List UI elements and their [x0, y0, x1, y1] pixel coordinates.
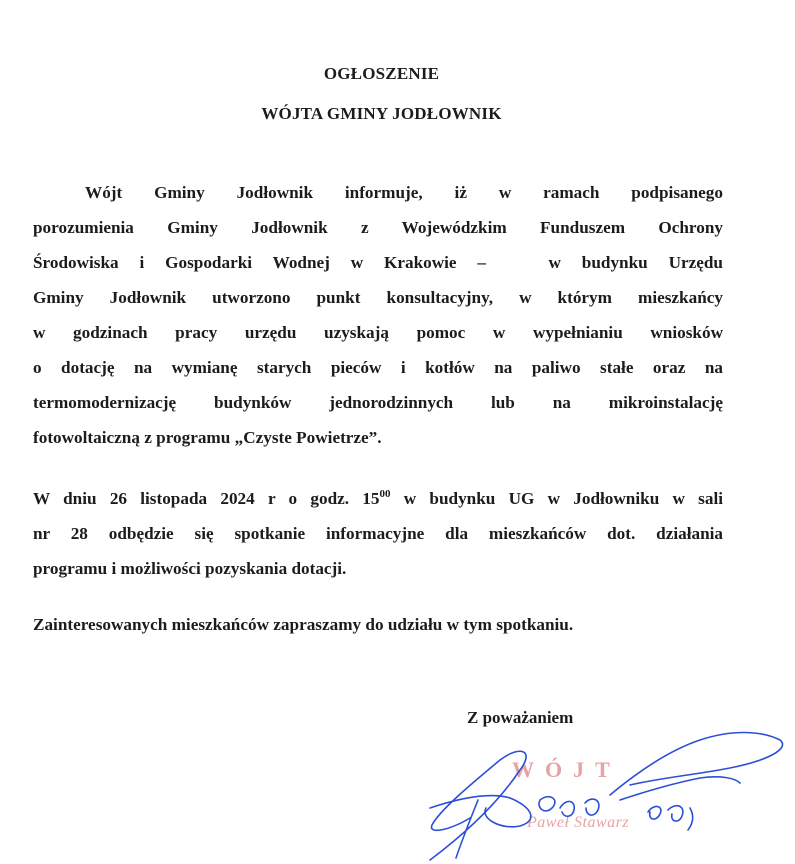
- meeting-time-minutes: 00: [379, 488, 391, 500]
- paragraph-line: Zainteresowanych mieszkańców zapraszamy do udziału w tym spotkaniu.: [33, 615, 574, 634]
- paragraph-line: w godzinach pracy urzędu uzyskają pomoc w wypełnianiu wniosków: [33, 323, 723, 342]
- stamp-title: WÓJT: [512, 757, 621, 782]
- paragraph-consultation-point: [33, 175, 723, 455]
- paragraph-line: nr 28 odbędzie się spotkanie informacyjne dla mieszkańców dot. działania: [33, 524, 723, 543]
- announcement-subheading: WÓJTA GMINY JODŁOWNIK: [261, 104, 502, 123]
- closing-salutation: Z poważaniem: [467, 708, 574, 727]
- paragraph-line: Wójt Gminy Jodłownik informuje, iż w ramach podpisanego: [85, 183, 723, 202]
- paragraph-line: [33, 481, 723, 516]
- paragraph-line: fotowoltaiczną z programu „Czyste Powietrze”.: [33, 428, 382, 447]
- paragraph-line: porozumienia Gminy Jodłownik z Wojewódzkim Funduszem Ochrony: [33, 218, 723, 237]
- paragraph-line: Gminy Jodłownik utworzono punkt konsultacyjny, w którym mieszkańcy: [33, 288, 723, 307]
- paragraph-line: Środowiska i Gospodarki Wodnej w Krakowie – w budynku Urzędu: [33, 253, 723, 272]
- meeting-date-text: W dniu 26 listopada 2024 r o godz. 15: [33, 489, 380, 508]
- announcement-heading: OGŁOSZENIE: [323, 64, 440, 83]
- paragraph-meeting-info: [33, 481, 723, 586]
- stamp-name: Paweł Stawarz: [527, 814, 630, 831]
- meeting-place-text: w budynku UG w Jodłowniku w sali: [390, 489, 723, 508]
- paragraph-invitation: [33, 607, 723, 642]
- paragraph-line: o dotację na wymianę starych pieców i kotłów na paliwo stałe oraz na: [33, 358, 723, 377]
- paragraph-line: termomodernizację budynków jednorodzinnych lub na mikroinstalację: [33, 393, 723, 412]
- paragraph-line: programu i możliwości pozyskania dotacji.: [33, 559, 347, 578]
